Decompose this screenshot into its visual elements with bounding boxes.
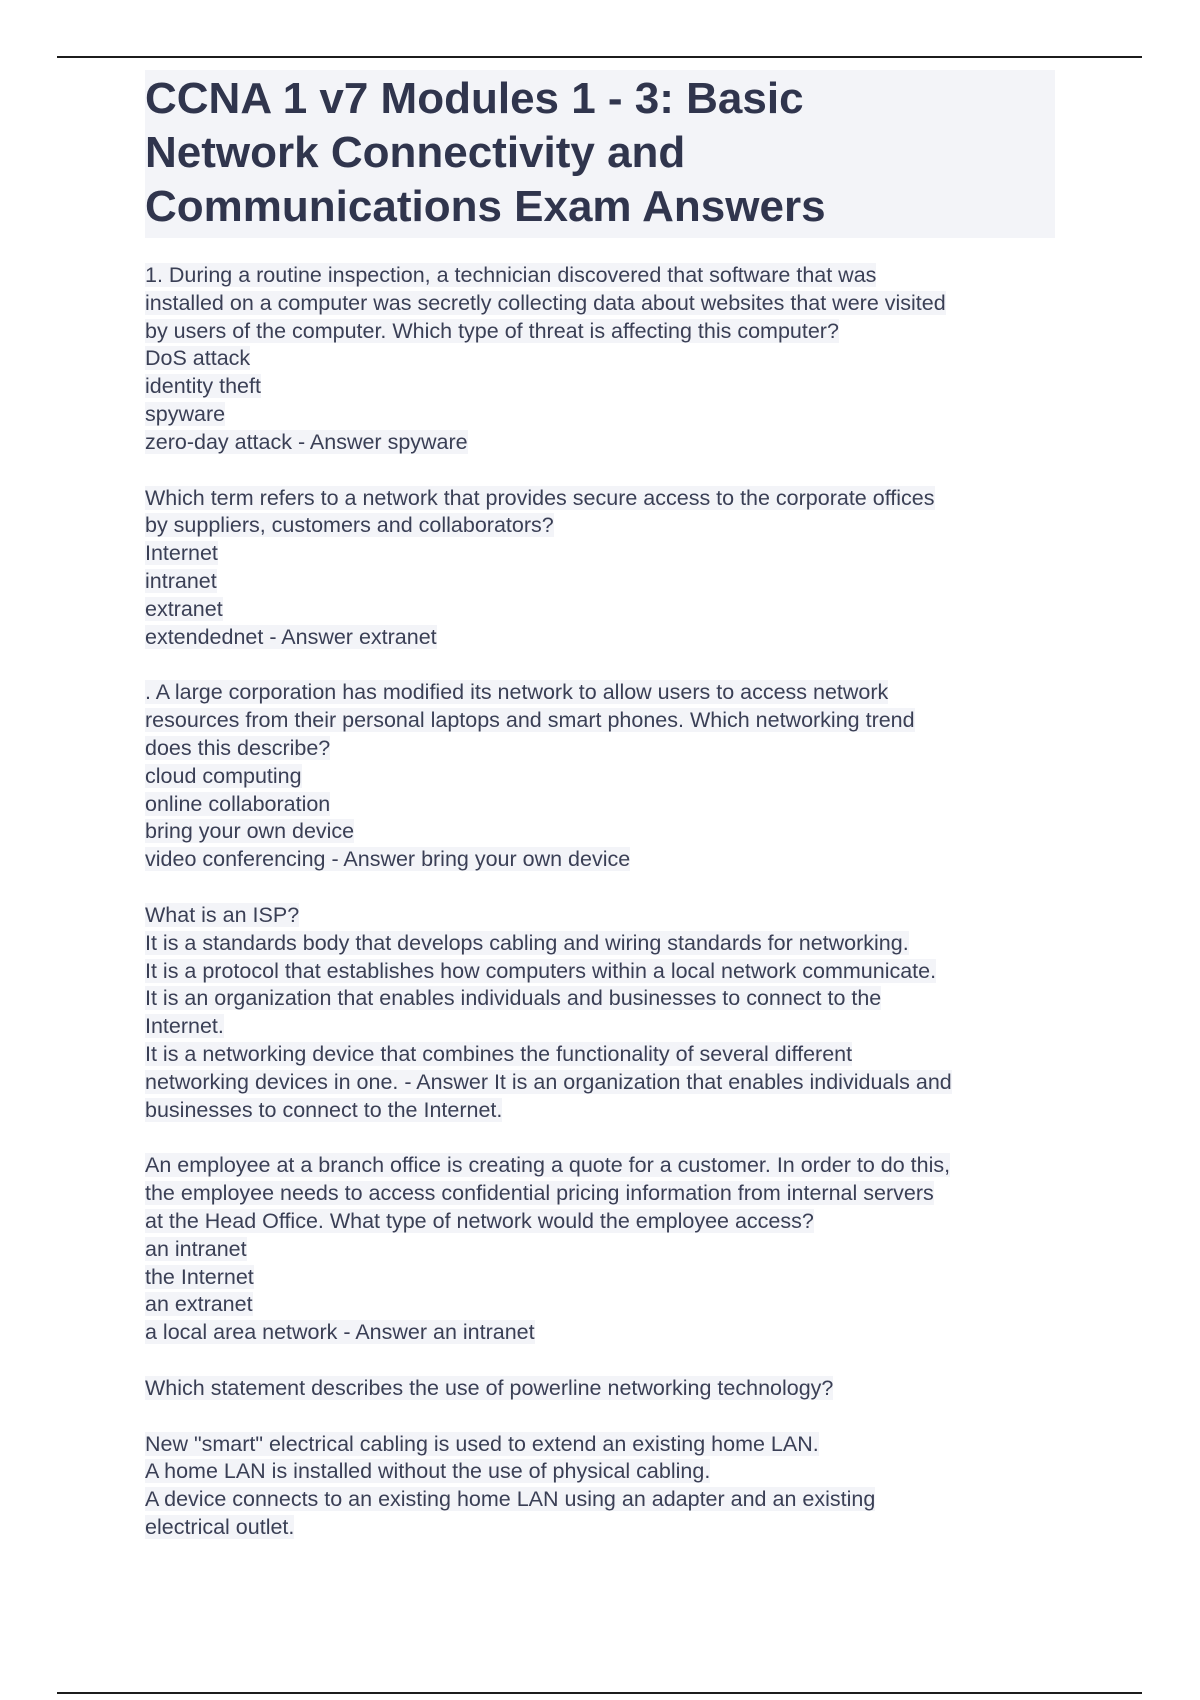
line-text: by users of the computer. Which type of threat is affecting this computer?: [145, 318, 839, 343]
line-text: zero-day attack - Answer spyware: [145, 429, 468, 454]
document-title: [145, 70, 1055, 238]
text-line: [145, 679, 1055, 707]
line-text: networking devices in one. - Answer It is an organization that enables individuals and: [145, 1069, 952, 1094]
text-line: [145, 1041, 1055, 1069]
line-text: an intranet: [145, 1236, 247, 1261]
line-text: It is a standards body that develops cabling and wiring standards for networking.: [145, 930, 909, 955]
line-text: by suppliers, customers and collaborators?: [145, 513, 554, 538]
line-text: It is a networking device that combines the functionality of several different: [145, 1041, 853, 1066]
title-line: Network Connectivity and: [145, 128, 686, 177]
text-line: [145, 373, 1055, 401]
text-line: [145, 1236, 1055, 1264]
document-body: [145, 70, 1055, 1570]
line-text: an extranet: [145, 1292, 253, 1317]
text-line: [145, 568, 1055, 596]
line-text: does this describe?: [145, 735, 331, 760]
question-block: [145, 485, 1055, 652]
text-line: [145, 1458, 1055, 1486]
line-text: DoS attack: [145, 346, 251, 371]
line-text: at the Head Office. What type of network would the employee access?: [145, 1208, 814, 1233]
line-text: A device connects to an existing home LAN using an adapter and an existing: [145, 1487, 876, 1512]
text-line: [145, 345, 1055, 373]
text-line: [145, 846, 1055, 874]
text-line: [145, 318, 1055, 346]
title-line: Communications Exam Answers: [145, 182, 826, 231]
text-line: [145, 958, 1055, 986]
title-line: CCNA 1 v7 Modules 1 - 3: Basic: [145, 74, 804, 123]
line-text: businesses to connect to the Internet.: [145, 1097, 503, 1122]
text-line: [145, 763, 1055, 791]
text-line: [145, 262, 1055, 290]
line-text: What is an ISP?: [145, 902, 300, 927]
text-line: [145, 485, 1055, 513]
line-text: extranet: [145, 596, 223, 621]
line-text: A home LAN is installed without the use of physical cabling.: [145, 1459, 711, 1484]
line-text: video conferencing - Answer bring your own device: [145, 847, 631, 872]
text-line: [145, 1291, 1055, 1319]
text-line: [145, 1514, 1055, 1542]
line-text: resources from their personal laptops and smart phones. Which networking trend: [145, 708, 915, 733]
text-line: [145, 1013, 1055, 1041]
text-line: [145, 1375, 1055, 1403]
line-text: 1. During a routine inspection, a technician discovered that software that was: [145, 263, 877, 287]
text-line: [145, 1152, 1055, 1180]
text-line: [145, 930, 1055, 958]
line-text: . A large corporation has modified its network to allow users to access network: [145, 680, 889, 705]
top-rule: [57, 56, 1142, 58]
line-text: An employee at a branch office is creating a quote for a customer. In order to do this,: [145, 1153, 951, 1178]
line-text: cloud computing: [145, 763, 302, 788]
line-text: electrical outlet.: [145, 1515, 295, 1540]
line-text: identity theft: [145, 374, 261, 399]
line-text: online collaboration: [145, 791, 331, 816]
line-text: It is a protocol that establishes how computers within a local network communicate.: [145, 958, 937, 983]
line-text: a local area network - Answer an intranet: [145, 1320, 535, 1345]
text-line: [145, 1264, 1055, 1292]
text-line: [145, 1069, 1055, 1097]
text-line: [145, 1180, 1055, 1208]
line-text: It is an organization that enables individuals and businesses to connect to the: [145, 986, 882, 1011]
line-text: Which term refers to a network that provides secure access to the corporate offices: [145, 485, 935, 510]
line-text: the Internet: [145, 1264, 254, 1289]
question-list: [145, 262, 1055, 1542]
text-line: [145, 1319, 1055, 1347]
text-line: [145, 818, 1055, 846]
line-text: the employee needs to access confidential pricing information from internal servers: [145, 1181, 934, 1206]
blank-line: [145, 1403, 1055, 1431]
text-line: [145, 512, 1055, 540]
bottom-rule: [57, 1692, 1142, 1694]
line-text: installed on a computer was secretly collecting data about websites that were visited: [145, 290, 946, 315]
line-text: spyware: [145, 401, 226, 426]
line-text: extendednet - Answer extranet: [145, 624, 437, 649]
line-text: bring your own device: [145, 819, 355, 844]
text-line: [145, 1097, 1055, 1125]
line-text: Internet.: [145, 1014, 224, 1039]
text-line: [145, 540, 1055, 568]
line-text: New "smart" electrical cabling is used to extend an existing home LAN.: [145, 1431, 819, 1456]
text-line: [145, 429, 1055, 457]
question-block: [145, 262, 1055, 457]
text-line: [145, 1486, 1055, 1514]
line-text: intranet: [145, 568, 217, 593]
question-block: [145, 679, 1055, 874]
text-line: [145, 624, 1055, 652]
text-line: [145, 1208, 1055, 1236]
question-block: [145, 1152, 1055, 1347]
text-line: [145, 1431, 1055, 1459]
text-line: [145, 735, 1055, 763]
question-block: [145, 1375, 1055, 1542]
text-line: [145, 596, 1055, 624]
line-text: Which statement describes the use of powerline networking technology?: [145, 1375, 834, 1400]
text-line: [145, 791, 1055, 819]
text-line: [145, 290, 1055, 318]
text-line: [145, 902, 1055, 930]
text-line: [145, 401, 1055, 429]
text-line: [145, 707, 1055, 735]
question-block: [145, 902, 1055, 1124]
line-text: Internet: [145, 541, 218, 566]
text-line: [145, 985, 1055, 1013]
